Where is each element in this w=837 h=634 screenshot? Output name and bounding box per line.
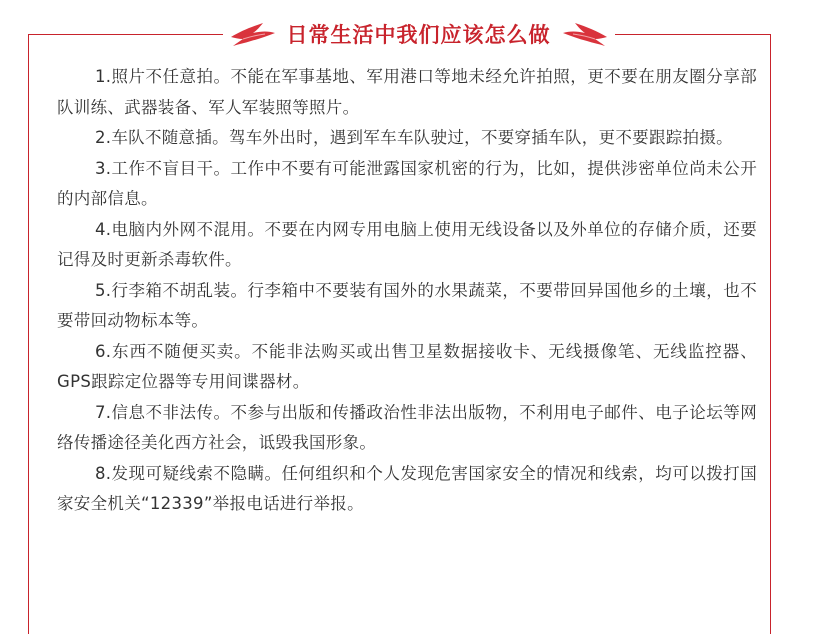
paragraph-3: 3.工作不盲目干。工作中不要有可能泄露国家机密的行为，比如，提供涉密单位尚未公开的内部信息。 [57,158,757,208]
paragraph-1: 1.照片不任意拍。不能在军事基地、军用港口等地未经允许拍照，更不要在朋友圈分享部队训练、武器装备、军人军装照等照片。 [57,67,757,117]
page-title: 日常生活中我们应该怎么做 [286,23,551,47]
paragraph-4: 4.电脑内外网不混用。不要在内网专用电脑上使用无线设备以及外单位的存储介质，还要记得及时更新杀毒软件。 [57,219,757,269]
title-inner [223,14,615,54]
paragraph-5: 5.行李箱不胡乱装。行李箱中不要装有国外的水果蔬菜，不要带回异国他乡的土壤，也不要带回动物标本等。 [57,280,757,330]
paragraph-8: 8.发现可疑线索不隐瞒。任何组织和个人发现危害国家安全的情况和线索，均可以拨打国家安全机关“12339”举报电话进行举报。 [57,463,757,513]
paragraph-2: 2.车队不随意插。驾车外出时，遇到军车车队驶过，不要穿插车队，更不要跟踪拍摄。 [95,128,733,147]
article-body [57,62,757,520]
paragraph-7: 7.信息不非法传。不参与出版和传播政治性非法出版物，不利用电子邮件、电子论坛等网络传播途径美化西方社会，诋毁我国形象。 [57,402,757,452]
dove-icon [561,19,609,49]
paragraph-6: 6.东西不随便买卖。不能非法购买或出售卫星数据接收卡、无线摄像笔、无线监控器、GPS跟踪定位器等专用间谍器材。 [57,341,757,391]
title-banner [0,14,837,54]
dove-icon [229,19,277,49]
